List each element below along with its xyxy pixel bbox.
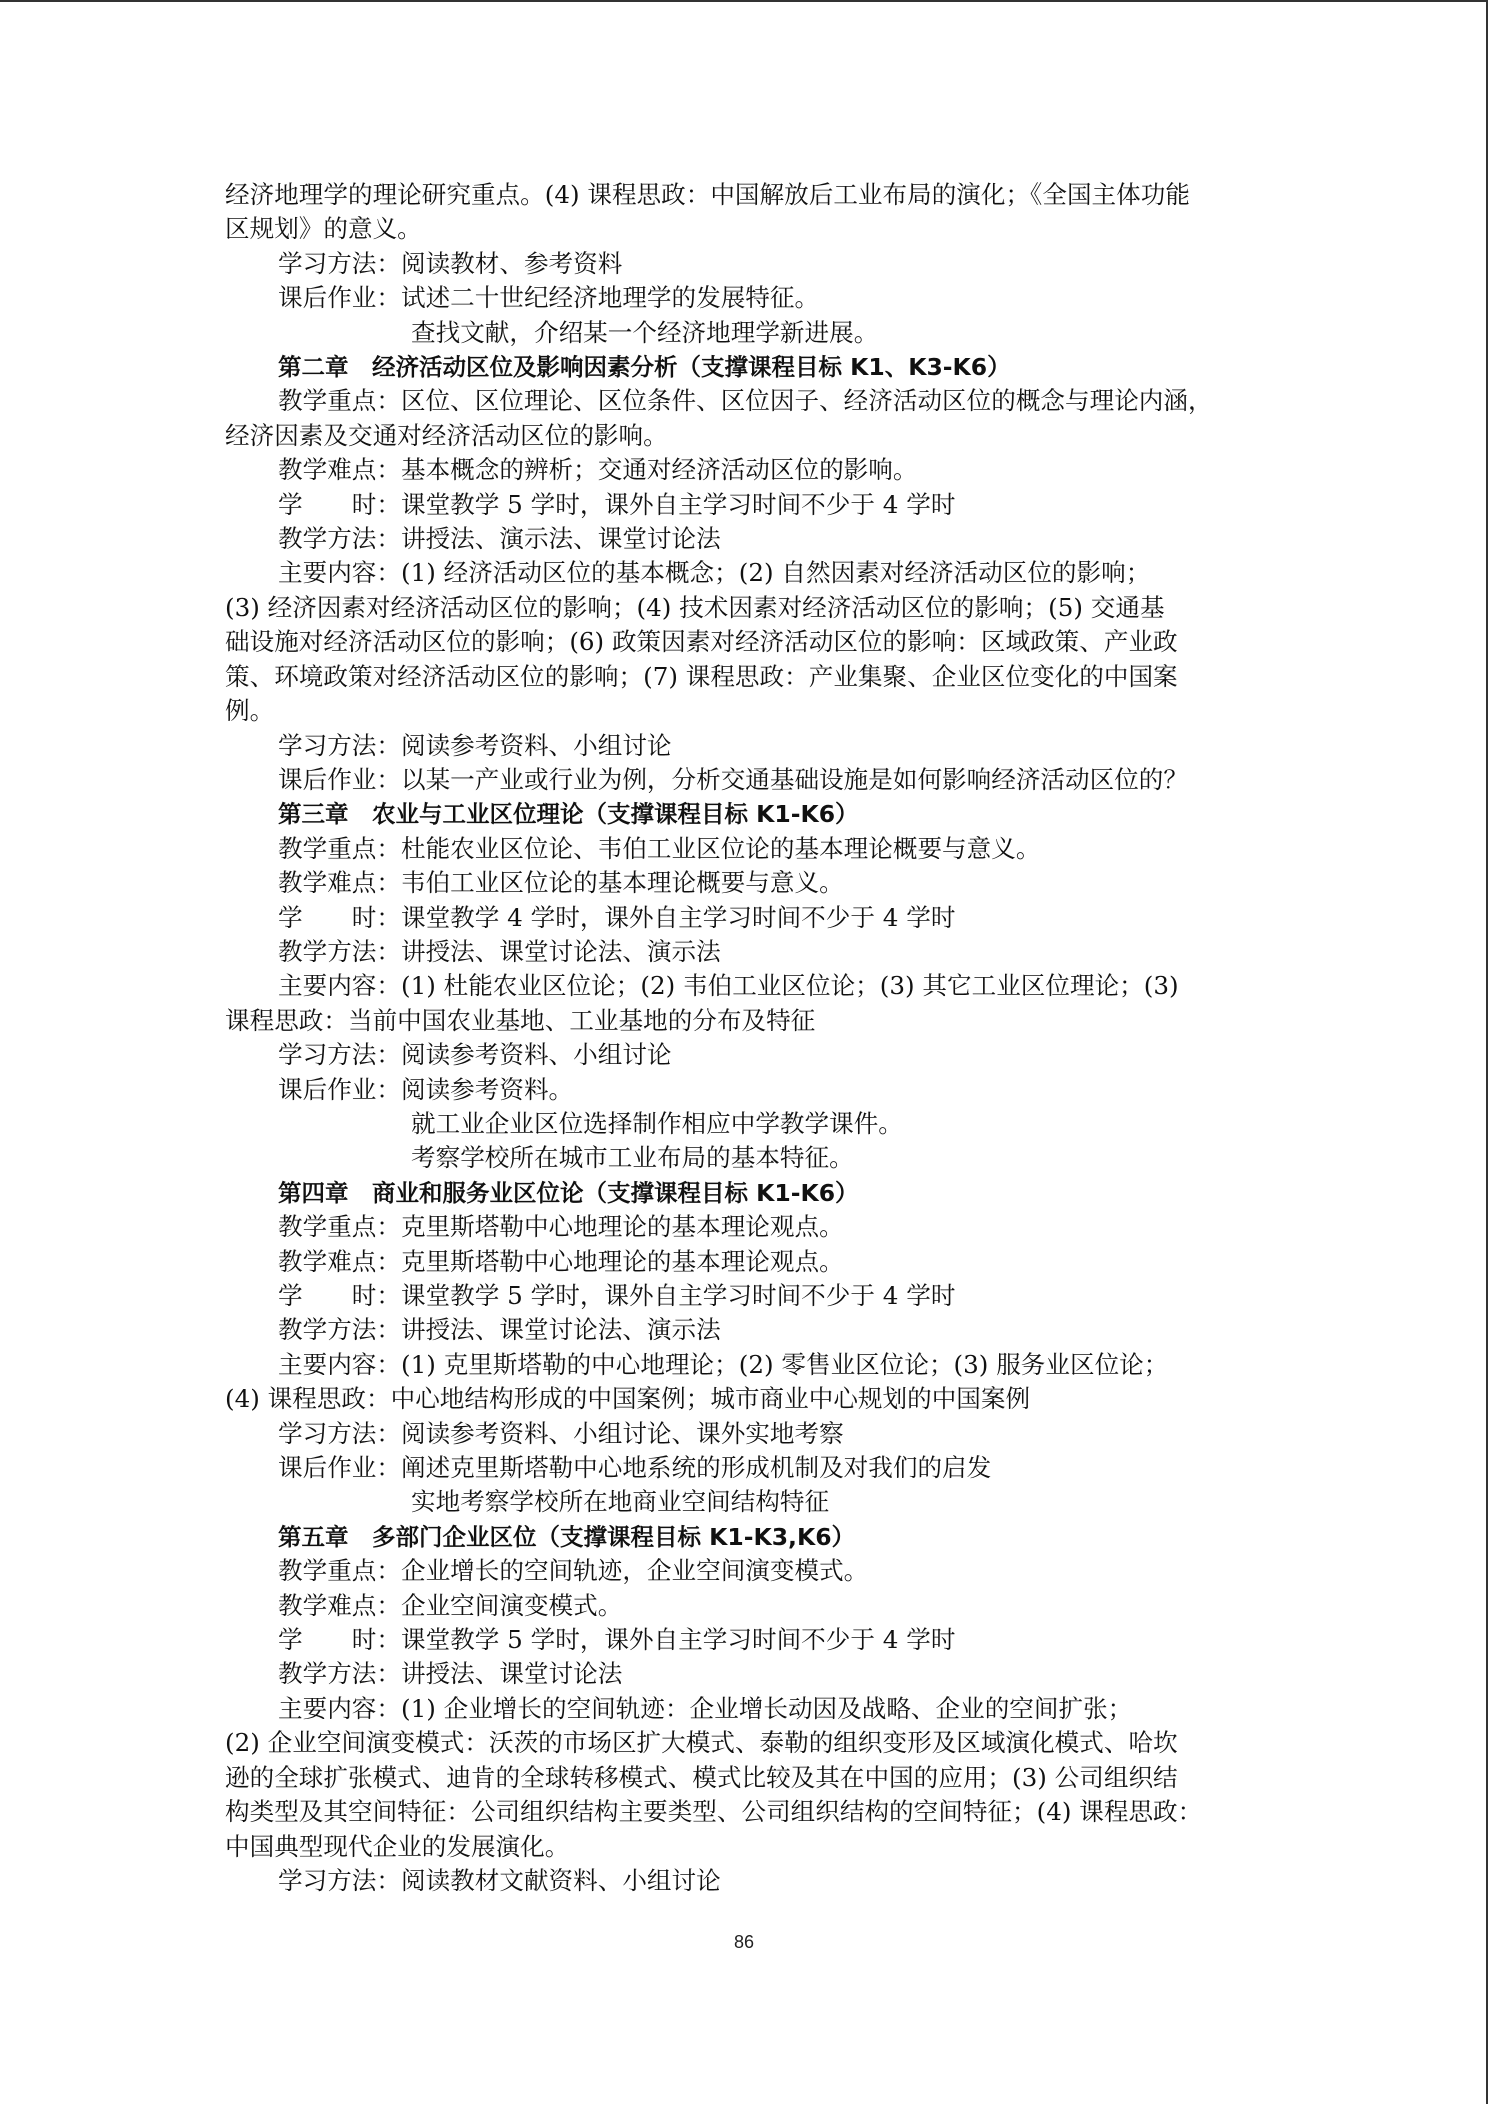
text-line: 学习方法：阅读参考资料、小组讨论 [278,1040,672,1070]
text-line: 逊的全球扩张模式、迪肯的全球转移模式、模式比较及其在中国的应用；(3) 公司组织结 [225,1762,1178,1792]
chapter-heading: 第二章 经济活动区位及影响因素分析（支撑课程目标 K1、K3-K6） [278,353,1011,382]
text-line: 学 时：课堂教学 4 学时，课外自主学习时间不少于 4 学时 [278,902,956,932]
text-line: 例。 [225,696,275,726]
text-line: 学习方法：阅读教材、参考资料 [278,248,623,278]
text-line: 策、环境政策对经济活动区位的影响；(7) 课程思政：产业集聚、企业区位变化的中国案 [225,661,1178,691]
text-line: 经济地理学的理论研究重点。(4) 课程思政：中国解放后工业布局的演化；《全国主体功能 [225,180,1190,209]
text-line: 查找文献，介绍某一个经济地理学新进展。 [411,317,879,347]
chapter-heading: 第三章 农业与工业区位理论（支撑课程目标 K1-K6） [278,800,859,829]
text-line: 中国典型现代企业的发展演化。 [225,1831,570,1861]
text-line: 础设施对经济活动区位的影响；(6) 政策因素对经济活动区位的影响：区域政策、产业政 [225,627,1178,657]
chapter-heading: 第四章 商业和服务业区位论（支撑课程目标 K1-K6） [278,1178,859,1207]
text-line: 教学方法：讲授法、演示法、课堂讨论法 [278,524,721,554]
document-body [225,178,1285,1898]
text-line: 考察学校所在城市工业布局的基本特征。 [411,1143,854,1173]
text-line: 主要内容：(1) 克里斯塔勒的中心地理论；(2) 零售业区位论；(3) 服务业区位论； [278,1349,1169,1379]
text-line: 教学方法：讲授法、课堂讨论法、演示法 [278,936,721,966]
text-line: 教学重点：区位、区位理论、区位条件、区位因子、经济活动区位的概念与理论内涵， [278,386,1213,416]
text-line: 学习方法：阅读教材文献资料、小组讨论 [278,1865,721,1895]
text-line: (3) 经济因素对经济活动区位的影响；(4) 技术因素对经济活动区位的影响；(5) 交通基 [225,592,1165,622]
text-line: 课后作业：以某一产业或行业为例，分析交通基础设施是如何影响经济活动区位的？ [278,764,1188,794]
text-line: 学 时：课堂教学 5 学时，课外自主学习时间不少于 4 学时 [278,1281,956,1310]
text-line: 经济因素及交通对经济活动区位的影响。 [225,420,668,450]
text-line: 学 时：课堂教学 5 学时，课外自主学习时间不少于 4 学时 [278,489,956,519]
text-line: 教学重点：企业增长的空间轨迹，企业空间演变模式。 [278,1556,869,1586]
text-line: 课后作业：试述二十世纪经济地理学的发展特征。 [278,283,820,313]
text-line: 学习方法：阅读参考资料、小组讨论 [278,730,672,760]
text-line: 课后作业：阅读参考资料。 [278,1074,574,1104]
text-line: 教学方法：讲授法、课堂讨论法、演示法 [278,1315,721,1345]
text-line: 主要内容：(1) 杜能农业区位论；(2) 韦伯工业区位论；(3) 其它工业区位理论；(3) [278,971,1179,1001]
text-line: 教学重点：杜能农业区位论、韦伯工业区位论的基本理论概要与意义。 [278,833,1041,863]
text-line: 主要内容：(1) 经济活动区位的基本概念；(2) 自然因素对经济活动区位的影响； [278,558,1151,588]
text-line: 区规划》的意义。 [225,214,422,244]
text-line: (4) 课程思政：中心地结构形成的中国案例；城市商业中心规划的中国案例 [225,1384,1031,1414]
chapter-heading: 第五章 多部门企业区位（支撑课程目标 K1-K3,K6） [278,1522,856,1551]
text-line: 实地考察学校所在地商业空间结构特征 [411,1487,830,1517]
text-line: 课后作业：阐述克里斯塔勒中心地系统的形成机制及对我们的启发 [278,1453,992,1483]
text-line: 主要内容：(1) 企业增长的空间轨迹：企业增长动因及战略、企业的空间扩张； [278,1693,1133,1723]
text-line: 教学难点：韦伯工业区位论的基本理论概要与意义。 [278,868,844,898]
text-line: 就工业企业区位选择制作相应中学教学课件。 [411,1108,903,1138]
text-line: 教学重点：克里斯塔勒中心地理论的基本理论观点。 [278,1212,844,1242]
text-line: 教学方法：讲授法、课堂讨论法 [278,1659,623,1689]
text-line: 课程思政：当前中国农业基地、工业基地的分布及特征 [225,1005,816,1035]
text-line: 教学难点：基本概念的辨析；交通对经济活动区位的影响。 [278,455,918,485]
text-line: 学习方法：阅读参考资料、小组讨论、课外实地考察 [278,1418,844,1448]
text-line: 学 时：课堂教学 5 学时，课外自主学习时间不少于 4 学时 [278,1625,956,1655]
text-line: 构类型及其空间特征：公司组织结构主要类型、公司组织结构的空间特征；(4) 课程思政： [225,1797,1203,1827]
text-line: 教学难点：企业空间演变模式。 [278,1590,623,1620]
page-number: 86 [733,1932,755,1952]
text-line: (2) 企业空间演变模式：沃茨的市场区扩大模式、泰勒的组织变形及区域演化模式、哈坎 [225,1728,1178,1758]
text-line: 教学难点：克里斯塔勒中心地理论的基本理论观点。 [278,1246,844,1276]
